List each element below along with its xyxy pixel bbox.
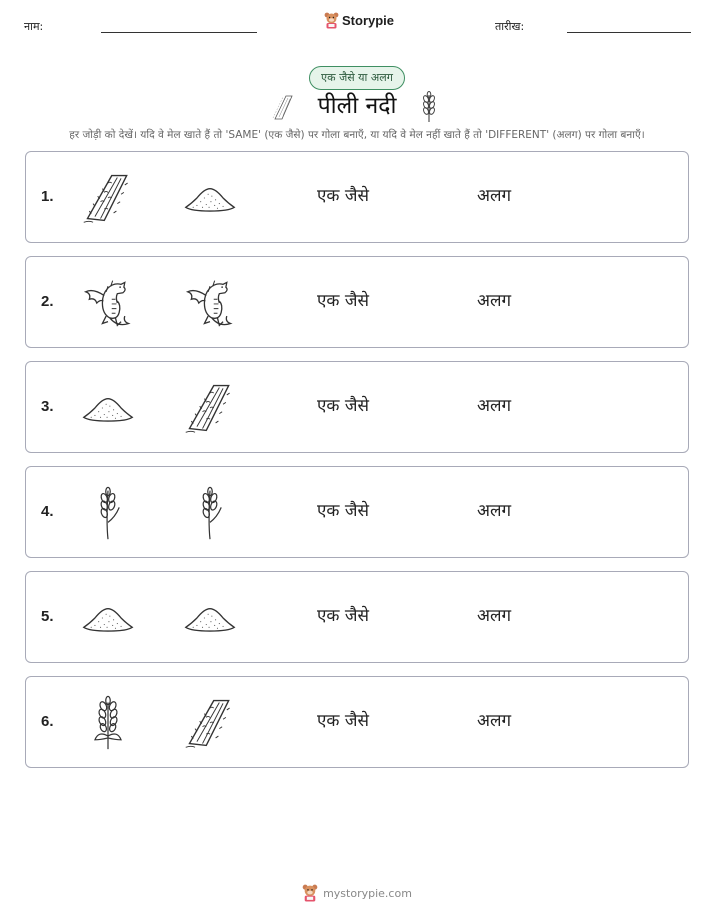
option-different[interactable]: अलग [477, 396, 512, 416]
name-input-line[interactable] [101, 32, 257, 33]
brand-name: Storypie [342, 13, 395, 28]
question-row [25, 361, 689, 453]
date-label: तारीख: [495, 20, 525, 33]
question-number: 6. [41, 713, 54, 730]
option-same[interactable]: एक जैसे [317, 501, 369, 521]
wheat-thin-icon [80, 485, 136, 541]
option-same[interactable]: एक जैसे [317, 186, 369, 206]
question-number: 5. [41, 608, 54, 625]
option-different[interactable]: अलग [477, 501, 512, 521]
date-input-line[interactable] [567, 32, 691, 33]
river-icon [182, 695, 238, 751]
name-label: नाम: [24, 20, 44, 33]
wheat-icon [80, 695, 136, 751]
question-row [25, 571, 689, 663]
option-same[interactable]: एक जैसे [317, 606, 369, 626]
wheat-thin-icon [182, 485, 238, 541]
sand-icon [80, 590, 136, 646]
option-different[interactable]: अलग [477, 186, 512, 206]
question-row [25, 676, 689, 768]
instructions: हर जोड़ी को देखें। यदि वे मेल खाते हैं तो 'SAME' (एक जैसे) पर गोला बनाएँ, या यदि वे मेल नहीं खाते हैं तो 'DIFFERENT' (अलग) पर गोला बनाएँ। [69, 129, 645, 141]
footer-site: mystorypie.com [323, 886, 412, 900]
option-same[interactable]: एक जैसे [317, 291, 369, 311]
sand-icon [80, 380, 136, 436]
dragon-icon [182, 275, 238, 331]
footer [0, 884, 714, 902]
option-different[interactable]: अलग [477, 291, 512, 311]
wheat-icon [420, 91, 438, 127]
sand-icon [182, 170, 238, 226]
bear-mascot-icon [302, 884, 318, 902]
option-same[interactable]: एक जैसे [317, 711, 369, 731]
option-different[interactable]: अलग [477, 711, 512, 731]
question-number: 3. [41, 398, 54, 415]
question-row [25, 466, 689, 558]
question-row [25, 256, 689, 348]
dragon-icon [80, 275, 136, 331]
river-icon [182, 380, 238, 436]
brand-logo [324, 12, 394, 29]
river-icon [80, 170, 136, 226]
option-different[interactable]: अलग [477, 606, 512, 626]
worksheet-type-badge: एक जैसे या अलग [309, 66, 405, 90]
question-row [25, 151, 689, 243]
question-number: 1. [41, 188, 54, 205]
option-same[interactable]: एक जैसे [317, 396, 369, 416]
bear-mascot-icon [324, 12, 339, 29]
question-number: 2. [41, 293, 54, 310]
page-title: पीली नदी [317, 93, 397, 119]
sand-icon [182, 590, 238, 646]
question-number: 4. [41, 503, 54, 520]
